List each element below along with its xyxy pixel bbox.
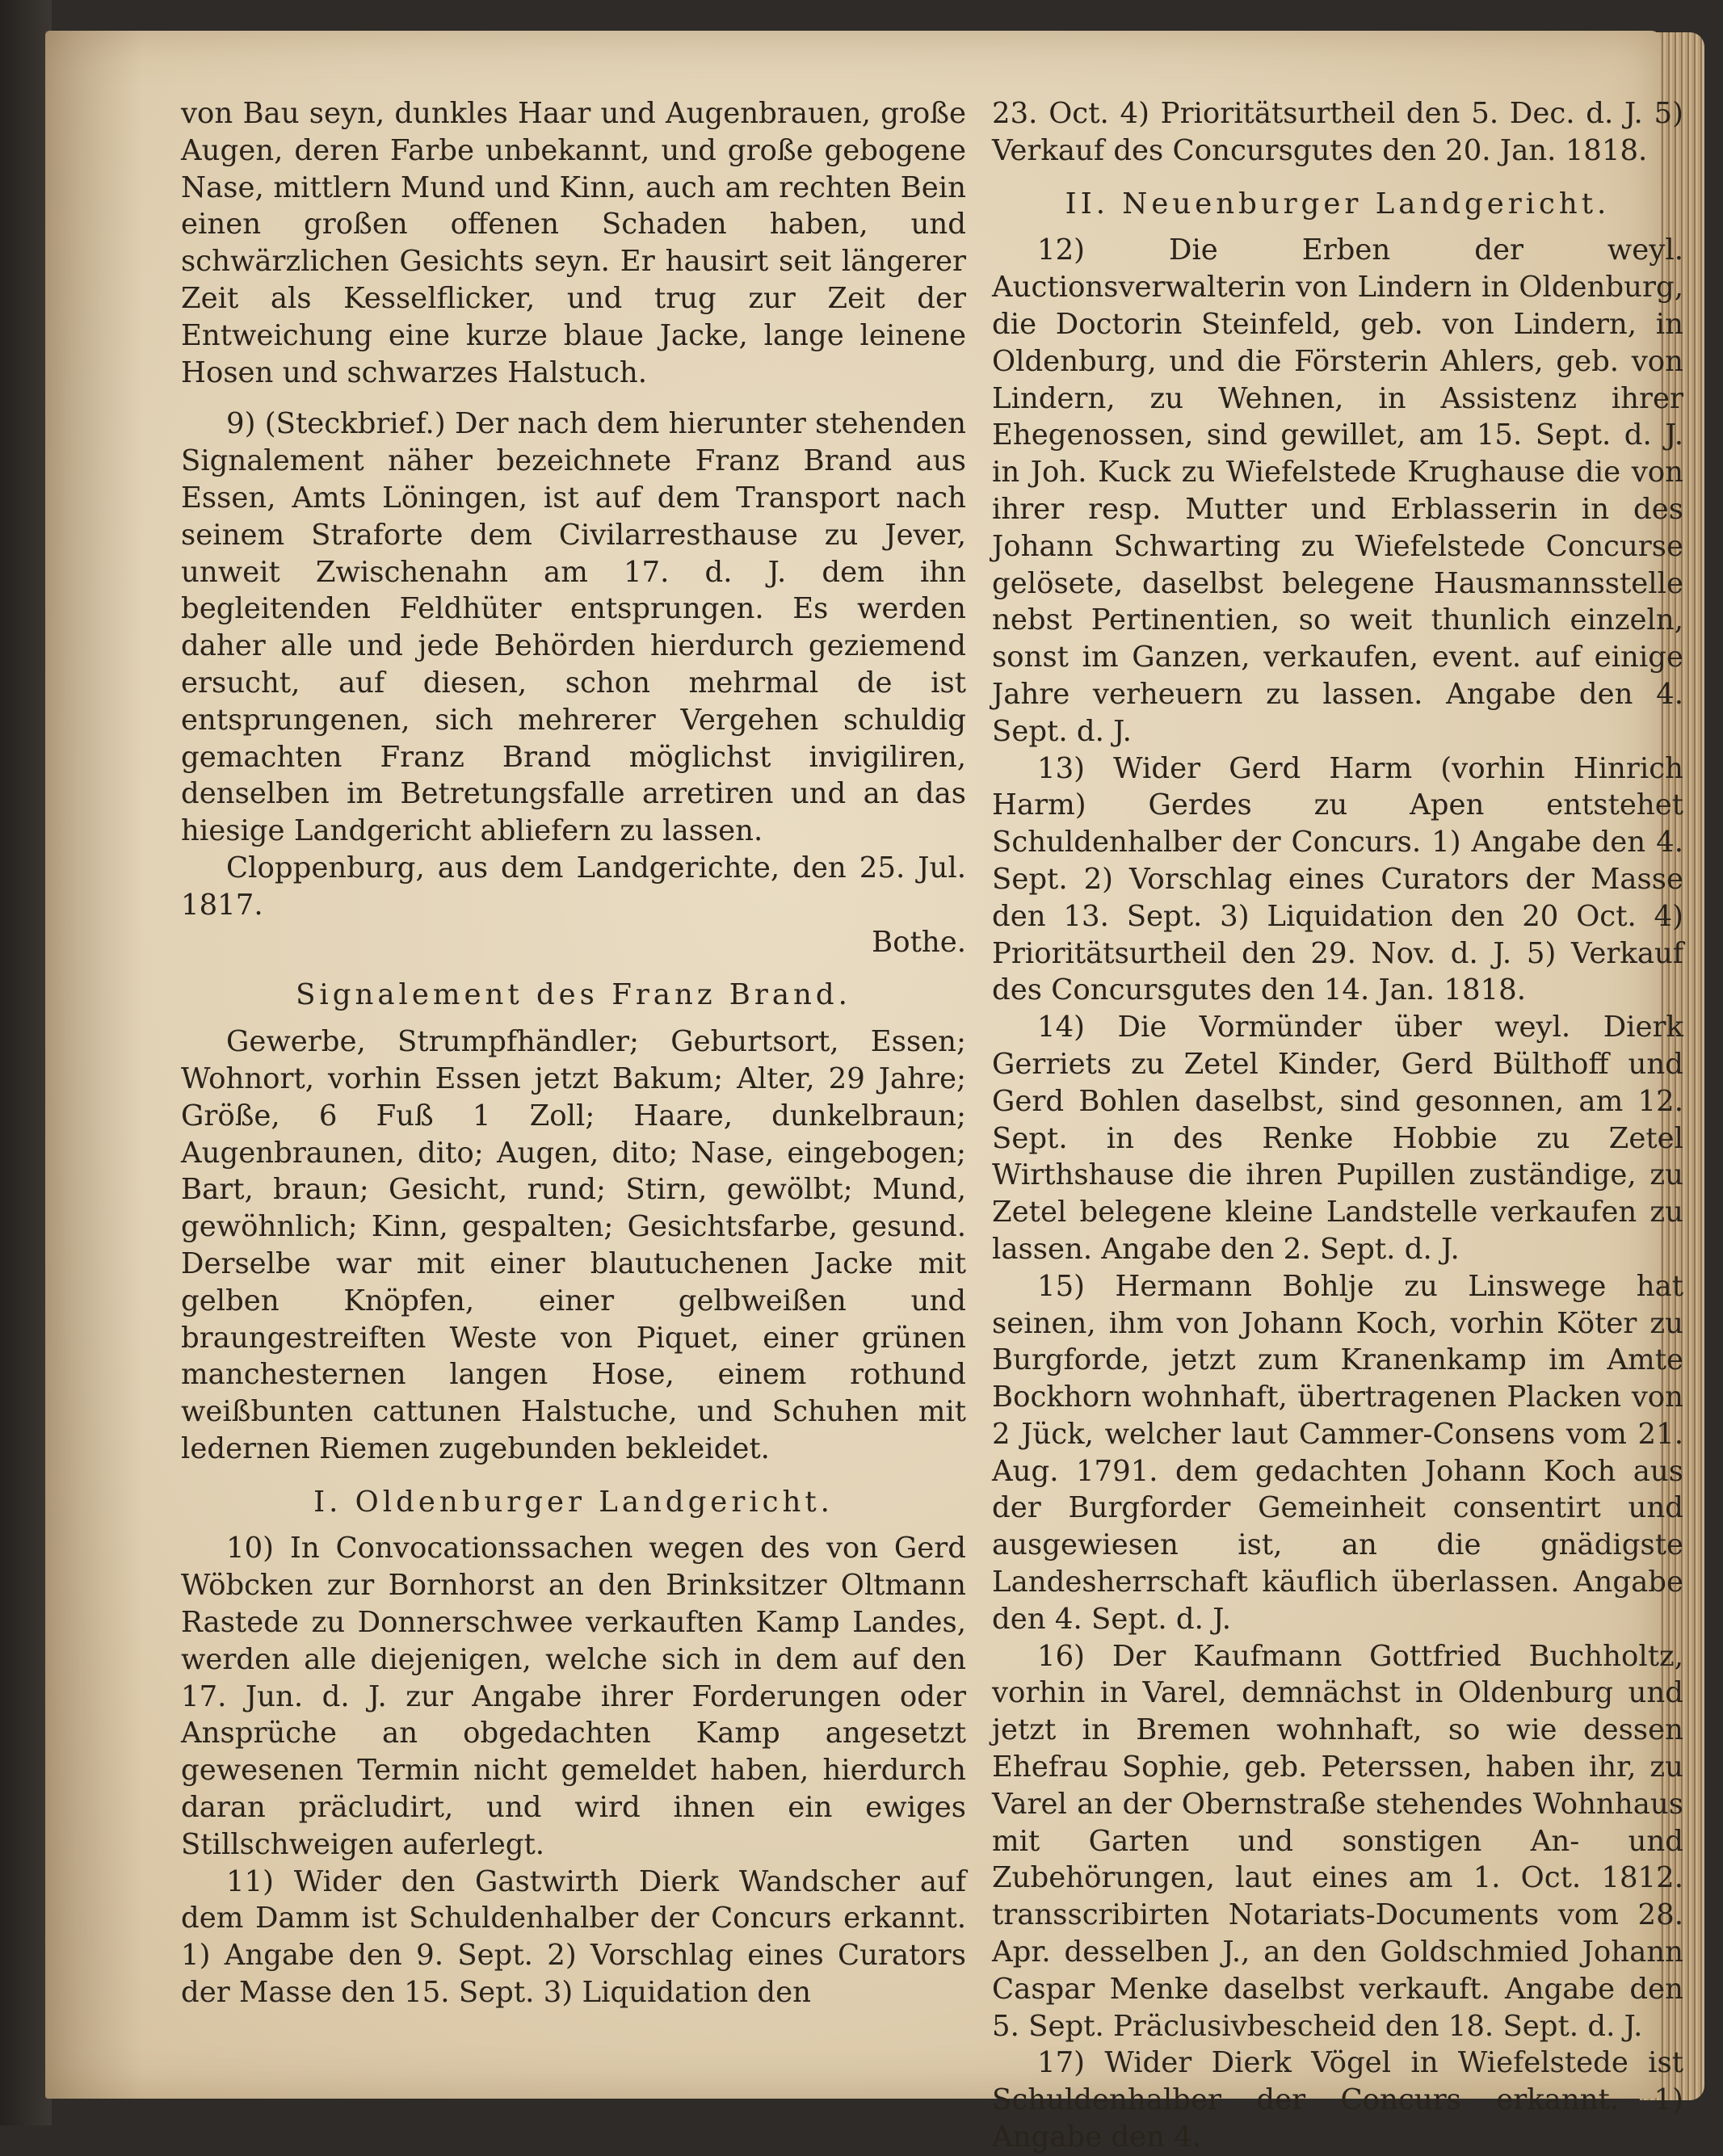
- signalement-text: Gewerbe, Strumpfhändler; Geburtsort, Essen; Wohnort, vorhin Essen jetzt Bakum; Alter, 29 Jahre; Größe, 6 Fuß 1 Zoll; Haare, dunkelbraun; Augenbraunen, dito; Augen, dito; Nase, eingebogen; Bart, braun; Gesicht, rund; Stirn, gewölbt; Mund, gewöhnlich; Kinn, gespalten; Gesichtsfarbe, gesund. Derselbe war mit einer blautuchenen Jacke mit gelben Knöpfen, einer gelbweißen und braungestreiften Weste von Piquet, einer grünen manchesternen langen Hose, einem rothund weißbunten cattunen Halstuche, und Schuhen mit ledernen Riemen zugebunden bekleidet.: [181, 1025, 966, 1465]
- notice-10: 10) In Convocationssachen wegen des von Gerd Wöbcken zur Bornhorst an den Brinksitzer Oltmann Rastede zu Donnerschwee verkauften Kamp Landes, werden alle diejenigen, welche sich in dem auf den 17. Jun. d. J. zur Angabe ihrer Forderungen oder Ansprüche an obgedachten Kamp angesetzt gewesenen Termin nicht gemeldet haben, hierdurch daran präcludirt, und wird ihnen ein ewiges Stillschweigen auferlegt.: [181, 1532, 966, 1861]
- notice-11-continued: 23. Oct. 4) Prioritätsurtheil den 5. Dec. d. J. 5) Verkauf des Concursgutes den 20. Jan. 1818.: [992, 97, 1683, 167]
- left-paragraph-1: von Bau seyn, dunkles Haar und Augenbrauen, große Augen, deren Farbe unbekannt, und große gebogene Nase, mittlern Mund und Kinn, auch am rechten Bein einen großen offenen Schaden haben, und schwärzlichen Gesichts seyn. Er hausirt seit längerer Zeit als Kesselflicker, und trug zur Zeit der Entweichung eine kurze blaue Jacke, lange leinene Hosen und schwarzes Halstuch.: [181, 97, 966, 389]
- notice-16: 16) Der Kaufmann Gottfried Buchholtz, vorhin in Varel, demnächst in Oldenburg und jetzt in Bremen wohnhaft, so wie dessen Ehefrau Sophie, geb. Peterssen, haben ihr, zu Varel an der Obernstraße stehendes Wohnhaus mit Garten und sonstigen An- und Zubehörungen, laut eines am 1. Oct. 1812. transscribirten Notariats-Documents vom 28. Apr. desselben J., an den Goldschmied Johann Caspar Menke daselbst verkauft. Angabe den 5. Sept. Präclusivbescheid den 18. Sept. d. J.: [992, 1639, 1683, 2043]
- notice-17: 17) Wider Dierk Vögel in Wiefelstede ist Schuldenhalber der Concurs erkannt. 1) Angabe den 4.: [992, 2046, 1683, 2154]
- signalement-heading: Signalement des Franz Brand.: [296, 978, 851, 1012]
- notice-15: 15) Hermann Bohlje zu Linswege hat seinen, ihm von Johann Koch, vorhin Köter zu Burgforde, jetzt zum Kranenkamp im Amte Bockhorn wohnhaft, übertragenen Placken von 2 Jück, welcher laut Cammer-Consens vom 21. Aug. 1791. dem gedachten Johann Koch aus der Burgforder Gemeinheit consentirt und ausgewiesen ist, an die gnädigste Landesherrschaft käuflich überlassen. Angabe den 4. Sept. d. J.: [992, 1269, 1683, 1636]
- notice-12: 12) Die Erben der weyl. Auctionsverwalterin von Lindern in Oldenburg, die Doctorin Steinfeld, geb. von Lindern, in Oldenburg, und die Försterin Ahlers, geb. von Lindern, zu Wehnen, in Assistenz ihrer Ehegenossen, sind gewillet, am 15. Sept. d. J. in Joh. Kuck zu Wiefelstede Krughause die von ihrer resp. Mutter und Erblasserin in des Johann Schwarting zu Wiefelstede Concurse gelösete, daselbst belegene Hausmannsstelle nebst Pertinentien, so weit thunlich einzeln, sonst im Ganzen, verkaufen, event. auf einige Jahre verheuern zu lassen. Angabe den 4. Sept. d. J.: [992, 233, 1683, 748]
- notice-9-dateline: Cloppenburg, aus dem Landgerichte, den 25. Jul. 1817.: [181, 851, 966, 922]
- left-column: [181, 95, 966, 2011]
- notice-9-signature: Bothe.: [872, 925, 966, 959]
- section-heading-oldenburg: I. Oldenburger Landgericht.: [313, 1485, 834, 1519]
- dark-background-left: [0, 0, 52, 2125]
- notice-9-steckbrief: 9) (Steckbrief.) Der nach dem hierunter stehenden Signalement näher bezeichnete Franz Brand aus Essen, Amts Löningen, ist auf dem Transport nach seinem Strafortе dem Civilarresthause zu Jever, unweit Zwischenahn am 17. d. J. dem ihn begleitenden Feldhüter entsprungen. Es werden daher alle und jede Behörden hierdurch geziemend ersucht, auf diesen, schon mehrmal de ist entsprungenen, sich mehrerer Vergehen schuldig gemachten Franz Brand möglichst invigiliren, denselben im Betretungsfalle arretiren und an das hiesige Landgericht abliefern zu lassen.: [181, 407, 966, 848]
- section-heading-neuenburg: II. Neuenburger Landgericht.: [1065, 187, 1611, 221]
- notice-14: 14) Die Vormünder über weyl. Dierk Gerriets zu Zetel Kinder, Gerd Bülthoff und Gerd Bohlen daselbst, sind gesonnen, am 12. Sept. in des Renke Hobbie zu Zetel Wirthshause die ihren Pupillen zuständige, zu Zetel belegene kleine Landstelle verkaufen zu lassen. Angabe den 2. Sept. d. J.: [992, 1011, 1683, 1266]
- notice-13: 13) Wider Gerd Harm (vorhin Hinrich Harm) Gerdes zu Apen entstehet Schuldenhalber der Concurs. 1) Angabe den 4. Sept. 2) Vorschlag eines Curators der Masse den 13. Sept. 3) Liquidation den 20 Oct. 4) Prioritätsurtheil den 29. Nov. d. J. 5) Verkauf des Concursgutes den 14. Jan. 1818.: [992, 751, 1683, 1007]
- right-column: [992, 95, 1683, 2156]
- page-gutter-shadow: [45, 31, 142, 2099]
- notice-11: 11) Wider den Gastwirth Dierk Wandscher auf dem Damm ist Schuldenhalber der Concurs erkannt. 1) Angabe den 9. Sept. 2) Vorschlag eines Curators der Masse den 15. Sept. 3) Liquidation den: [181, 1864, 966, 2010]
- spacer: [181, 391, 966, 406]
